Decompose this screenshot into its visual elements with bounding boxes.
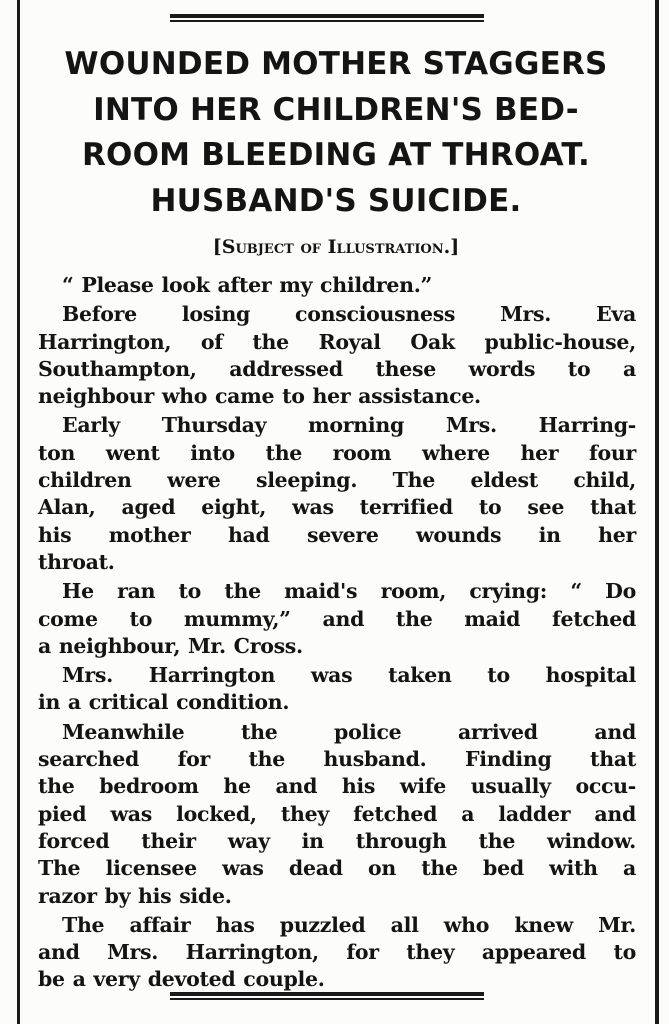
- headline-line-4: HUSBAND'S SUICIDE.: [150, 182, 522, 219]
- article-line: throat.: [38, 549, 115, 574]
- article-paragraph-1: [38, 272, 636, 299]
- article-line: pied was locked, they fetched a ladder and: [38, 801, 636, 826]
- bottom-double-rule: [170, 992, 484, 1000]
- article-line: He ran to the maid's room, crying: “ Do: [62, 579, 636, 604]
- article-line: neighbour who came to her assistance.: [38, 384, 481, 409]
- article-line: Early Thursday morning Mrs. Harring-: [62, 413, 636, 438]
- article-line: his mother had severe wounds in her: [38, 522, 636, 547]
- article-line: Harrington, of the Royal Oak public-house,: [38, 329, 636, 354]
- headline-line-2: INTO HER CHILDREN'S BED-: [93, 91, 579, 128]
- subject-of-illustration: [Subject of Illustration.]: [212, 236, 460, 258]
- article-line: “ Please look after my children.”: [62, 273, 433, 297]
- left-column-border: [17, 0, 20, 1024]
- article-line: and Mrs. Harrington, for they appeared to: [38, 940, 636, 965]
- article-line: Before losing consciousness Mrs. Eva: [62, 302, 636, 327]
- article-paragraph-5: [38, 662, 636, 717]
- headline-line-3: ROOM BLEEDING AT THROAT.: [81, 137, 590, 173]
- article-body: [38, 272, 636, 996]
- article-paragraph-7: [38, 912, 636, 994]
- headline-line-1: WOUNDED MOTHER STAGGERS: [64, 46, 608, 82]
- article-line: Meanwhile the police arrived and: [62, 719, 636, 744]
- article-line: in a critical condition.: [38, 690, 290, 715]
- article-line: come to mummy,” and the maid fetched: [38, 606, 636, 631]
- article-line: ton went into the room where her four: [38, 440, 636, 465]
- article-paragraph-6: [38, 719, 636, 910]
- article-line: the bedroom he and his wife usually occu-: [38, 774, 636, 799]
- article-line: forced their way in through the window.: [38, 828, 636, 853]
- article-paragraph-4: [38, 578, 636, 660]
- right-column-border: [655, 0, 659, 1024]
- article-line: Southampton, addressed these words to a: [38, 356, 636, 381]
- article-line: Alan, aged eight, was terrified to see that: [38, 495, 636, 520]
- headline: [26, 42, 646, 224]
- article-line: be a very devoted couple.: [38, 967, 325, 992]
- article-line: a neighbour, Mr. Cross.: [38, 633, 303, 658]
- article-line: children were sleeping. The eldest child,: [38, 468, 636, 493]
- article-line: The licensee was dead on the bed with a: [38, 856, 636, 881]
- article-line: searched for the husband. Finding that: [38, 747, 636, 772]
- top-double-rule: [170, 14, 484, 22]
- article-line: razor by his side.: [38, 883, 232, 908]
- article-line: Mrs. Harrington was taken to hospital: [62, 663, 636, 688]
- article-paragraph-3: [38, 412, 636, 576]
- article-paragraph-2: [38, 301, 636, 410]
- article-line: The affair has puzzled all who knew Mr.: [62, 912, 636, 937]
